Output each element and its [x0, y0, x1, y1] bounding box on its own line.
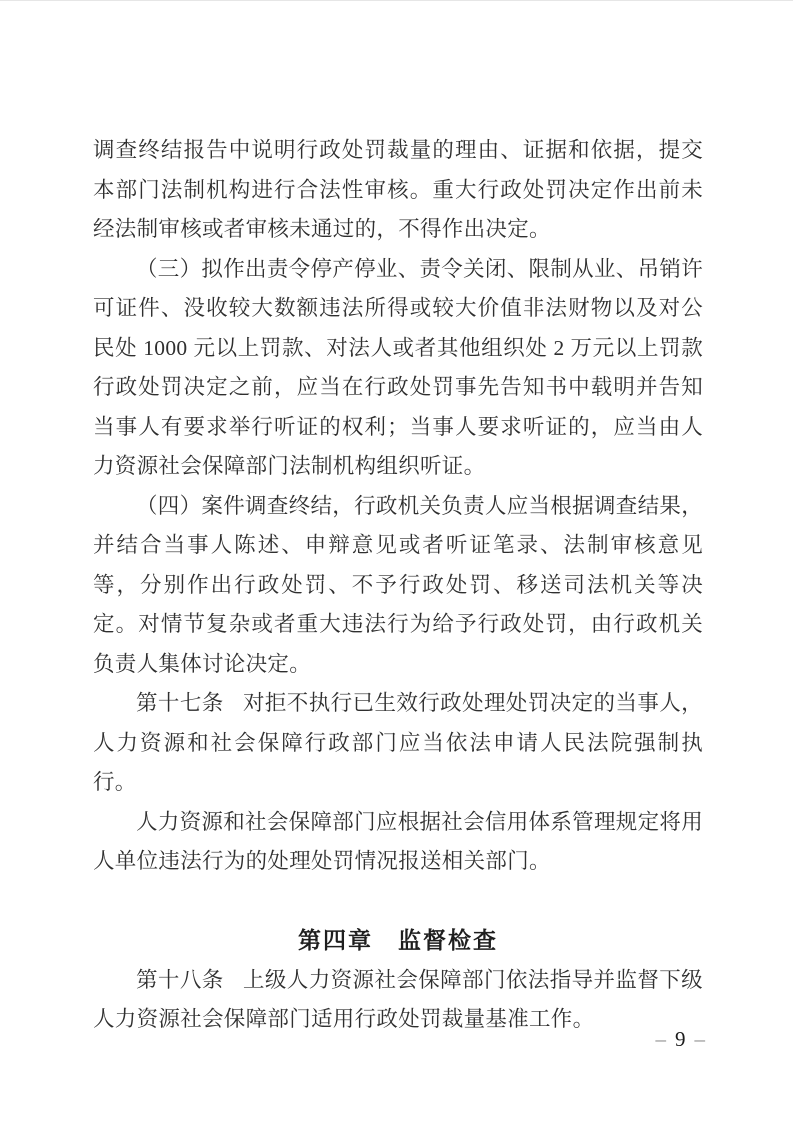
paragraph-item-four: （四）案件调查终结，行政机关负责人应当根据调查结果，并结合当事人陈述、申辩意见或者听证笔录、法制审核意见等，分别作出行政处罚、不予行政处罚、移送司法机关等决定。对情节复杂或者重大违法行为给予行政处罚，由行政机关负责人集体讨论决定。: [93, 493, 703, 676]
article-number: 第十七条: [136, 691, 224, 715]
article-number: 第十八条: [136, 967, 224, 992]
paragraph-article-18: [93, 961, 703, 1040]
paragraph-credit-reporting: 人力资源和社会保障部门应根据社会信用体系管理规定将用人单位违法行为的处理处罚情况报送相关部门。: [93, 809, 703, 873]
footer-dash-right: –: [694, 1027, 705, 1051]
paragraph-article-17: [93, 684, 703, 803]
page-number: 9: [675, 1027, 686, 1051]
page-footer: [647, 1026, 715, 1052]
paragraph-text: 对拒不执行已生效行政处理处罚决定的当事人，人力资源和社会保障行政部门应当依法申请人民法院强制执行。: [93, 691, 703, 794]
page-edge-line: [0, 0, 793, 1]
paragraph-text: 上级人力资源社会保障部门依法指导并监督下级人力资源社会保障部门适用行政处罚裁量基准工作。: [93, 967, 703, 1031]
footer-dash-left: –: [655, 1027, 666, 1051]
document-body: [93, 131, 703, 1040]
paragraph-continuation: 调查终结报告中说明行政处罚裁量的理由、证据和依据，提交本部门法制机构进行合法性审核。重大行政处罚决定作出前未经法制审核或者审核未通过的，不得作出决定。: [93, 138, 703, 241]
paragraph-item-three: （三）拟作出责令停产停业、责令关闭、限制从业、吊销许可证件、没收较大数额违法所得或较大价值非法财物以及对公民处 1000 元以上罚款、对法人或者其他组织处 2 万元以上罚款行政处罚决定之前，应当在行政处罚事先告知书中载明并告知当事人有要求举行听证的权利；当事人要求听证的，应当由人力资源社会保障部门法制机构组织听证。: [93, 256, 703, 478]
chapter-heading: 第四章 监督检查: [298, 927, 498, 953]
